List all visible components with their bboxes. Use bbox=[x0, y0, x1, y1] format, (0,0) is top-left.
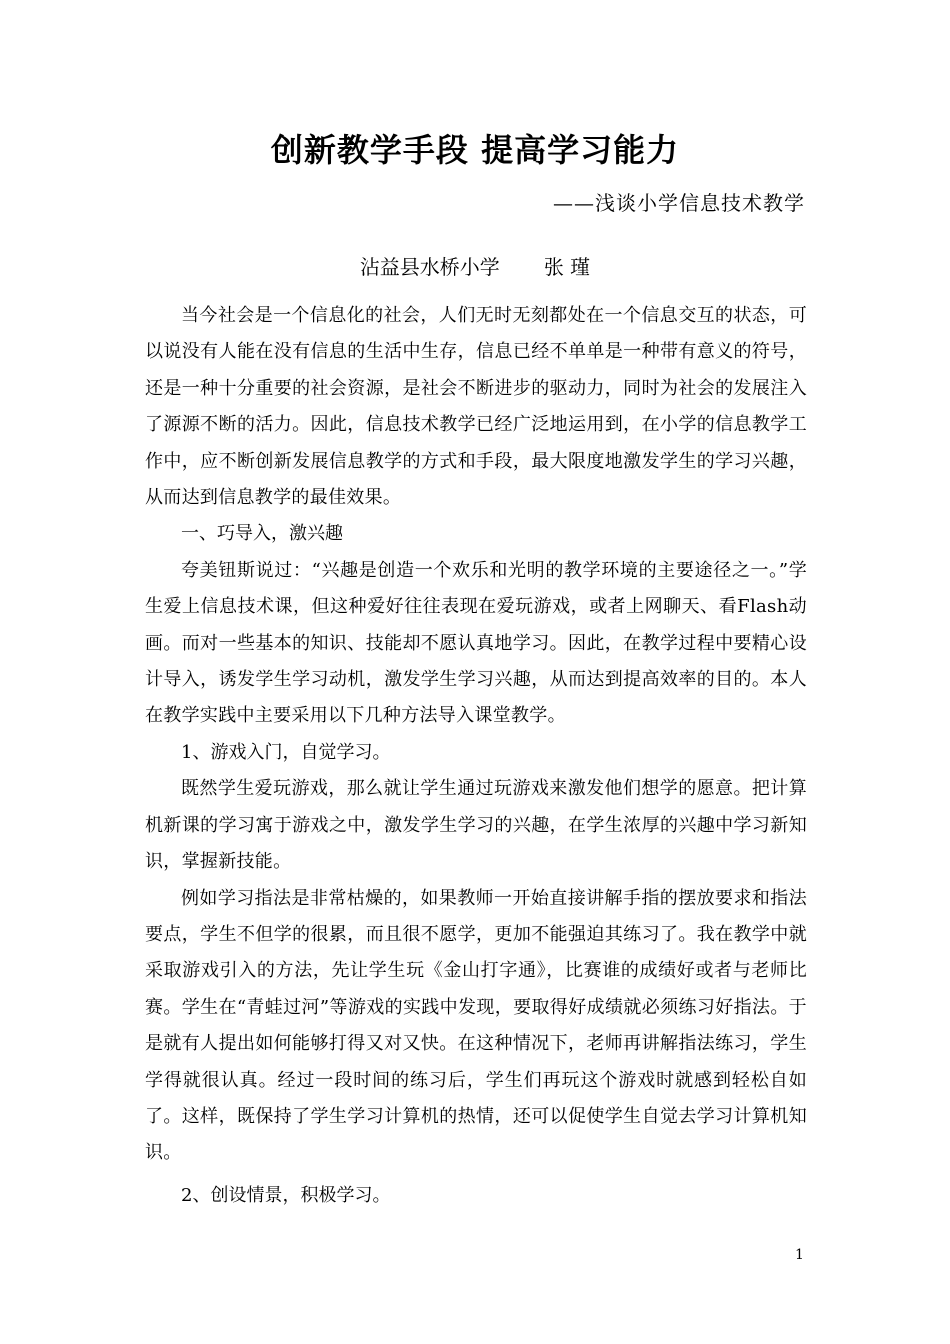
author-line bbox=[0, 252, 950, 282]
body-paragraph: 夸美钮斯说过：“兴趣是创造一个欢乐和光明的教学环境的主要途径之一。”学生爱上信息技术课，但这种爱好往往表现在爱玩游戏，或者上网聊天、看Flash动画。而对一些基本的知识、技能却不愿认真地学习。因此，在教学过程中要精心设计导入，诱发学生学习动机，激发学生学习兴趣，从而达到提高效率的目的。本人在教学实践中主要采用以下几种方法导入课堂教学。 bbox=[145, 559, 807, 727]
subsection-heading-2: 2、创设情景，积极学习。 bbox=[181, 1184, 391, 1206]
body-paragraph: 既然学生爱玩游戏，那么就让学生通过玩游戏来激发他们想学的愿意。把计算机新课的学习寓于游戏之中，激发学生学习的兴趣，在学生浓厚的兴趣中学习新知识，掌握新技能。 bbox=[145, 778, 807, 873]
page-number: 1 bbox=[795, 1247, 804, 1263]
subsection-heading-1: 1、游戏入门，自觉学习。 bbox=[181, 741, 391, 763]
page-subtitle: ——浅谈小学信息技术教学 bbox=[553, 191, 805, 215]
page-title: 创新教学手段 提高学习能力 bbox=[270, 131, 680, 169]
intro-paragraph: 当今社会是一个信息化的社会，人们无时无刻都处在一个信息交互的状态，可以说没有人能在没有信息的生活中生存，信息已经不单单是一种带有意义的符号，还是一种十分重要的社会资源，是社会不断进步的驱动力，同时为社会的发展注入了源源不断的活力。因此，信息技术教学已经广泛地运用到，在小学的信息教学工作中，应不断创新发展信息教学的方式和手段，最大限度地激发学生的学习兴趣，从而达到信息教学的最佳效果。 bbox=[145, 305, 807, 509]
author-name: 张 瑾 bbox=[543, 255, 591, 279]
author-school: 沾益县水桥小学 bbox=[359, 255, 500, 279]
section-heading-1: 一、巧导入，激兴趣 bbox=[181, 523, 343, 545]
body-paragraph: 例如学习指法是非常枯燥的，如果教师一开始直接讲解手指的摆放要求和指法要点，学生不但学的很累，而且很不愿学，更加不能强迫其练习了。我在教学中就采取游戏引入的方法，先让学生玩《金山打字通》，比赛谁的成绩好或者与老师比赛。学生在“青蛙过河”等游戏的实践中发现，要取得好成绩就必须练习好指法。于是就有人提出如何能够打得又对又快。在这种情况下，老师再讲解指法练习，学生学得就很认真。经过一段时间的练习后，学生们再玩这个游戏时就感到轻松自如了。这样，既保持了学生学习计算机的热情，还可以促使学生自觉去学习计算机知识。 bbox=[145, 887, 807, 1164]
body-text bbox=[145, 298, 807, 1214]
